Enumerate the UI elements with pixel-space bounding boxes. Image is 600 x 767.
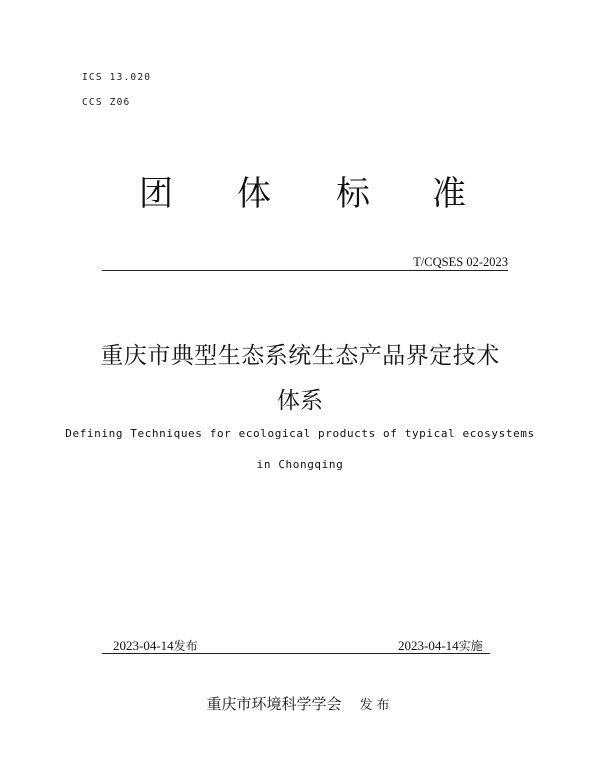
publisher-name: 重庆市环境科学学会: [206, 695, 342, 713]
english-title-line-2: in Chongqing: [256, 458, 344, 471]
chinese-title-line-2: 体系: [277, 388, 323, 414]
ccs-code: CCS Z06: [82, 97, 131, 108]
header-divider: [102, 270, 508, 271]
chinese-title-line-1: 重庆市典型生态系统生态产品界定技术: [100, 343, 500, 369]
footer-divider: [102, 653, 490, 654]
issue-date: [113, 637, 198, 654]
standard-type-heading: [0, 172, 600, 216]
standard-type-char: 准: [432, 174, 466, 214]
implementation-date: [398, 637, 483, 654]
ics-code: ICS 13.020: [82, 72, 152, 83]
standard-type-char: 体: [237, 174, 271, 214]
issue-date-value: 2023-04-14: [113, 638, 174, 653]
publisher-action: 发布: [359, 698, 394, 713]
implementation-date-value: 2023-04-14: [398, 638, 459, 653]
standard-type-char: 团: [139, 174, 173, 214]
implementation-date-label: 实施: [458, 639, 483, 653]
publisher-line: [0, 693, 600, 714]
standard-type-char: 标: [336, 174, 370, 214]
standard-number: T/CQSES 02-2023: [413, 255, 508, 269]
english-title-line-1: Defining Techniques for ecological products of typical ecosystems: [65, 427, 535, 440]
issue-date-label: 发布: [173, 639, 198, 653]
